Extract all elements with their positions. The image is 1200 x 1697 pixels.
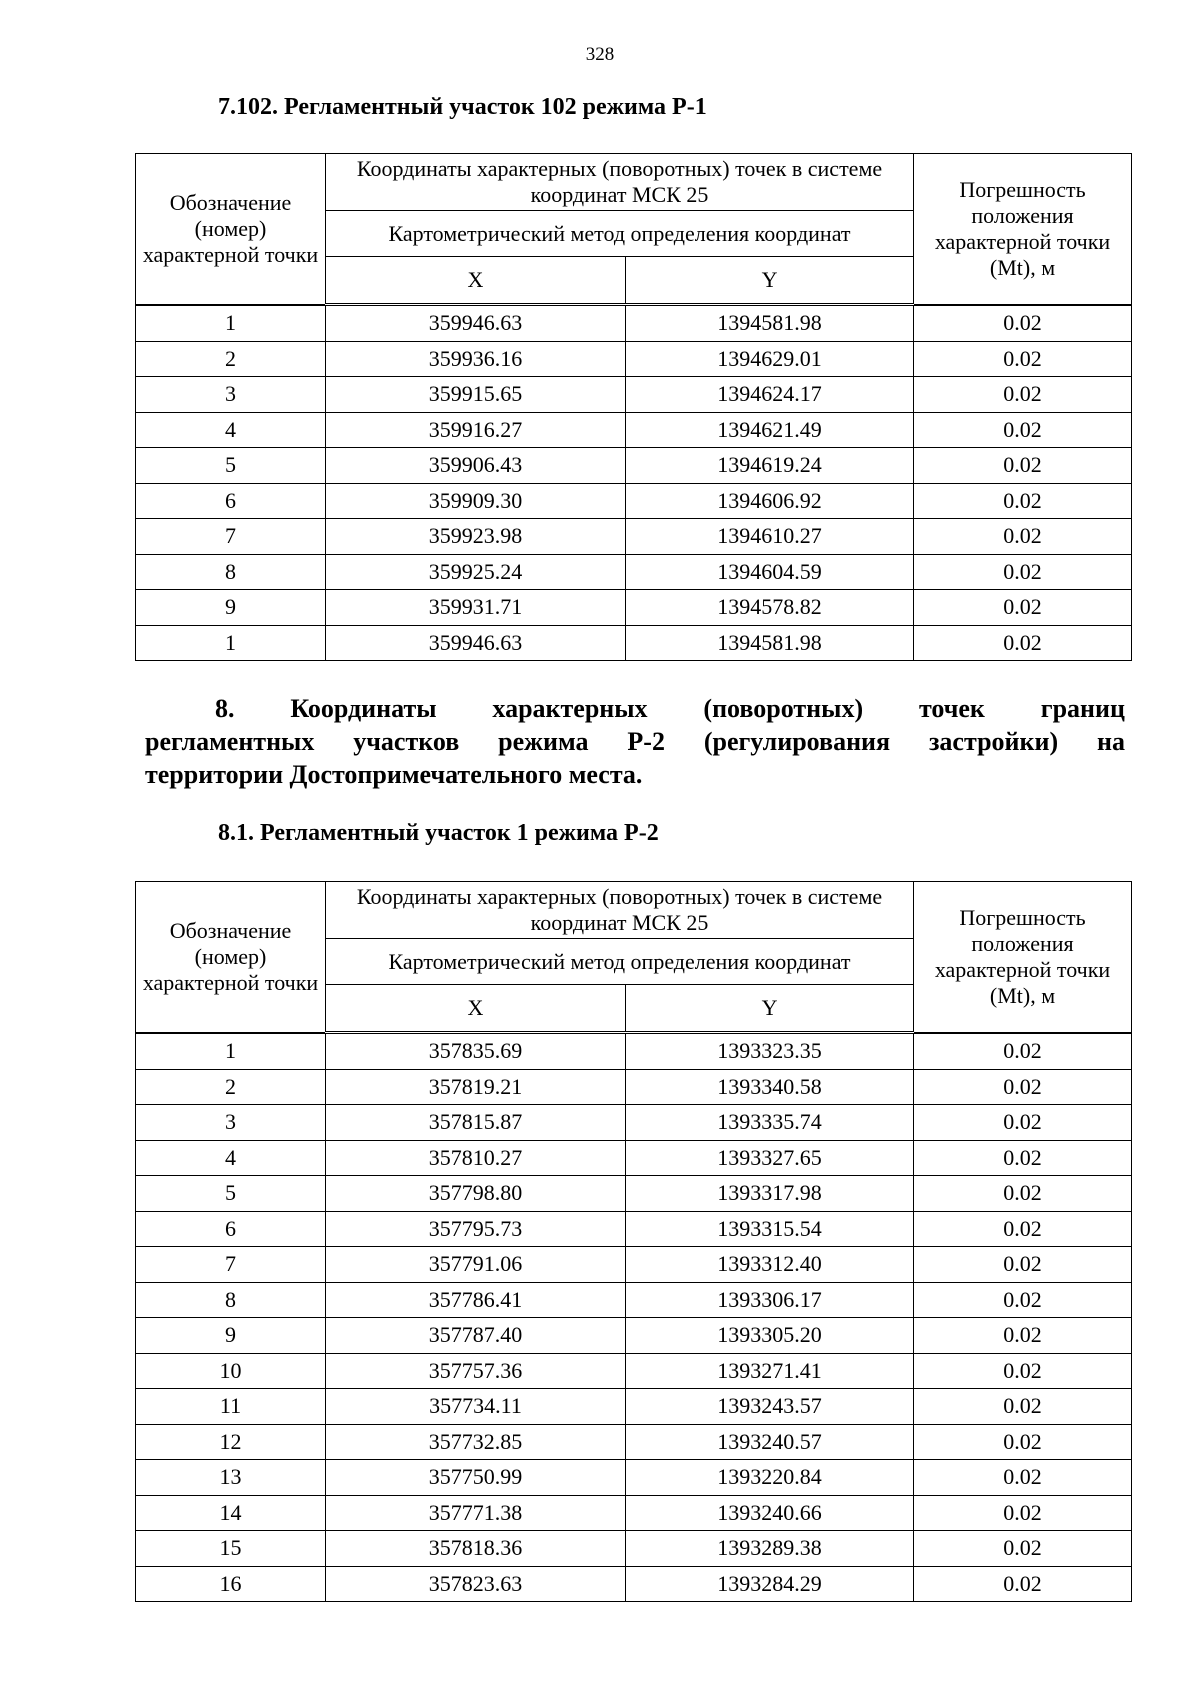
error-value-cell: 0.02 (914, 1424, 1132, 1460)
x-coordinate-cell: 357757.36 (326, 1353, 626, 1389)
error-value-cell: 0.02 (914, 412, 1132, 448)
error-value-cell: 0.02 (914, 1531, 1132, 1567)
header-x: X (326, 257, 626, 305)
table-row (136, 305, 1132, 342)
x-coordinate-cell: 359931.71 (326, 590, 626, 626)
header-x: X (326, 985, 626, 1033)
error-value-cell: 0.02 (914, 448, 1132, 484)
error-value-cell: 0.02 (914, 625, 1132, 661)
table-row (136, 1247, 1132, 1283)
x-coordinate-cell: 359906.43 (326, 448, 626, 484)
header-y: Y (626, 985, 914, 1033)
table-row (136, 1424, 1132, 1460)
x-coordinate-cell: 357787.40 (326, 1318, 626, 1354)
point-number-cell: 1 (136, 625, 326, 661)
y-coordinate-cell: 1394610.27 (626, 519, 914, 555)
y-coordinate-cell: 1393243.57 (626, 1389, 914, 1425)
point-number-cell: 3 (136, 377, 326, 413)
error-value-cell: 0.02 (914, 1211, 1132, 1247)
point-number-cell: 2 (136, 341, 326, 377)
y-coordinate-cell: 1393340.58 (626, 1069, 914, 1105)
table-row (136, 1069, 1132, 1105)
y-coordinate-cell: 1394624.17 (626, 377, 914, 413)
x-coordinate-cell: 359916.27 (326, 412, 626, 448)
x-coordinate-cell: 357795.73 (326, 1211, 626, 1247)
error-value-cell: 0.02 (914, 1247, 1132, 1283)
table-row (136, 1176, 1132, 1212)
error-value-cell: 0.02 (914, 554, 1132, 590)
y-coordinate-cell: 1394581.98 (626, 625, 914, 661)
point-number-cell: 1 (136, 1033, 326, 1070)
point-number-cell: 8 (136, 1282, 326, 1318)
x-coordinate-cell: 357791.06 (326, 1247, 626, 1283)
table-row (136, 519, 1132, 555)
section-7-102-title: 7.102. Регламентный участок 102 режима Р-1 (218, 94, 707, 120)
y-coordinate-cell: 1393306.17 (626, 1282, 914, 1318)
table-row (136, 1282, 1132, 1318)
header-position-error: Погрешность положения характерной точки (Mt), м (914, 882, 1132, 1033)
x-coordinate-cell: 357786.41 (326, 1282, 626, 1318)
error-value-cell: 0.02 (914, 1495, 1132, 1531)
x-coordinate-cell: 357732.85 (326, 1424, 626, 1460)
header-method: Картометрический метод определения координат (326, 211, 914, 257)
x-coordinate-cell: 359915.65 (326, 377, 626, 413)
y-coordinate-cell: 1394606.92 (626, 483, 914, 519)
x-coordinate-cell: 357734.11 (326, 1389, 626, 1425)
table-row (136, 1389, 1132, 1425)
x-coordinate-cell: 357819.21 (326, 1069, 626, 1105)
header-position-error: Погрешность положения характерной точки (Mt), м (914, 154, 1132, 305)
x-coordinate-cell: 359946.63 (326, 305, 626, 342)
error-value-cell: 0.02 (914, 1318, 1132, 1354)
section-8-line-1: 8. Координаты характерных (поворотных) точек границ (215, 694, 1125, 723)
error-value-cell: 0.02 (914, 1176, 1132, 1212)
table-row (136, 625, 1132, 661)
error-value-cell: 0.02 (914, 1389, 1132, 1425)
point-number-cell: 15 (136, 1531, 326, 1567)
point-number-cell: 10 (136, 1353, 326, 1389)
point-number-cell: 14 (136, 1495, 326, 1531)
table-row (136, 341, 1132, 377)
error-value-cell: 0.02 (914, 377, 1132, 413)
error-value-cell: 0.02 (914, 305, 1132, 342)
point-number-cell: 7 (136, 519, 326, 555)
header-method: Картометрический метод определения координат (326, 939, 914, 985)
point-number-cell: 8 (136, 554, 326, 590)
table-row (136, 448, 1132, 484)
point-number-cell: 2 (136, 1069, 326, 1105)
header-point-designation: Обозначение (номер) характерной точки (136, 882, 326, 1033)
point-number-cell: 9 (136, 590, 326, 626)
y-coordinate-cell: 1394604.59 (626, 554, 914, 590)
error-value-cell: 0.02 (914, 1460, 1132, 1496)
point-number-cell: 9 (136, 1318, 326, 1354)
table-row (136, 1566, 1132, 1602)
y-coordinate-cell: 1393317.98 (626, 1176, 914, 1212)
x-coordinate-cell: 357771.38 (326, 1495, 626, 1531)
point-number-cell: 6 (136, 483, 326, 519)
error-value-cell: 0.02 (914, 1069, 1132, 1105)
point-number-cell: 11 (136, 1389, 326, 1425)
table-row (136, 1353, 1132, 1389)
y-coordinate-cell: 1394581.98 (626, 305, 914, 342)
y-coordinate-cell: 1394629.01 (626, 341, 914, 377)
table-row (136, 1531, 1132, 1567)
y-coordinate-cell: 1393289.38 (626, 1531, 914, 1567)
point-number-cell: 4 (136, 412, 326, 448)
y-coordinate-cell: 1394619.24 (626, 448, 914, 484)
y-coordinate-cell: 1393240.66 (626, 1495, 914, 1531)
table-row (136, 483, 1132, 519)
page-number: 328 (585, 44, 615, 65)
x-coordinate-cell: 359909.30 (326, 483, 626, 519)
error-value-cell: 0.02 (914, 1566, 1132, 1602)
point-number-cell: 3 (136, 1105, 326, 1141)
y-coordinate-cell: 1393323.35 (626, 1033, 914, 1070)
error-value-cell: 0.02 (914, 1140, 1132, 1176)
table-row (136, 1033, 1132, 1070)
y-coordinate-cell: 1393305.20 (626, 1318, 914, 1354)
point-number-cell: 12 (136, 1424, 326, 1460)
section-8-line-2: регламентных участков режима Р-2 (регулирования застройки) на (145, 727, 1125, 756)
point-number-cell: 6 (136, 1211, 326, 1247)
y-coordinate-cell: 1393271.41 (626, 1353, 914, 1389)
y-coordinate-cell: 1393312.40 (626, 1247, 914, 1283)
table-row (136, 554, 1132, 590)
x-coordinate-cell: 357798.80 (326, 1176, 626, 1212)
x-coordinate-cell: 357835.69 (326, 1033, 626, 1070)
x-coordinate-cell: 359946.63 (326, 625, 626, 661)
point-number-cell: 13 (136, 1460, 326, 1496)
y-coordinate-cell: 1393284.29 (626, 1566, 914, 1602)
x-coordinate-cell: 359923.98 (326, 519, 626, 555)
y-coordinate-cell: 1394621.49 (626, 412, 914, 448)
header-coordinates-group: Координаты характерных (поворотных) точек в системе координат МСК 25 (326, 154, 914, 211)
table-row (136, 1211, 1132, 1247)
error-value-cell: 0.02 (914, 341, 1132, 377)
y-coordinate-cell: 1393335.74 (626, 1105, 914, 1141)
table-row (136, 1140, 1132, 1176)
coordinates-table-1 (135, 153, 1132, 661)
x-coordinate-cell: 359936.16 (326, 341, 626, 377)
table-row (136, 1105, 1132, 1141)
point-number-cell: 4 (136, 1140, 326, 1176)
x-coordinate-cell: 357810.27 (326, 1140, 626, 1176)
point-number-cell: 16 (136, 1566, 326, 1602)
header-y: Y (626, 257, 914, 305)
error-value-cell: 0.02 (914, 1282, 1132, 1318)
table-row (136, 1460, 1132, 1496)
point-number-cell: 7 (136, 1247, 326, 1283)
error-value-cell: 0.02 (914, 590, 1132, 626)
section-8-heading (145, 692, 1125, 791)
x-coordinate-cell: 359925.24 (326, 554, 626, 590)
table-row (136, 412, 1132, 448)
y-coordinate-cell: 1393220.84 (626, 1460, 914, 1496)
header-coordinates-group: Координаты характерных (поворотных) точек в системе координат МСК 25 (326, 882, 914, 939)
point-number-cell: 5 (136, 448, 326, 484)
table-row (136, 377, 1132, 413)
point-number-cell: 5 (136, 1176, 326, 1212)
y-coordinate-cell: 1393327.65 (626, 1140, 914, 1176)
section-8-1-title: 8.1. Регламентный участок 1 режима Р-2 (218, 820, 659, 846)
table-row (136, 1495, 1132, 1531)
error-value-cell: 0.02 (914, 483, 1132, 519)
table-row (136, 1318, 1132, 1354)
x-coordinate-cell: 357815.87 (326, 1105, 626, 1141)
header-point-designation: Обозначение (номер) характерной точки (136, 154, 326, 305)
coordinates-table-2 (135, 881, 1132, 1602)
x-coordinate-cell: 357823.63 (326, 1566, 626, 1602)
error-value-cell: 0.02 (914, 519, 1132, 555)
section-8-line-3: территории Достопримечательного места. (145, 760, 643, 789)
error-value-cell: 0.02 (914, 1105, 1132, 1141)
y-coordinate-cell: 1393315.54 (626, 1211, 914, 1247)
table-row (136, 590, 1132, 626)
x-coordinate-cell: 357750.99 (326, 1460, 626, 1496)
point-number-cell: 1 (136, 305, 326, 342)
y-coordinate-cell: 1393240.57 (626, 1424, 914, 1460)
y-coordinate-cell: 1394578.82 (626, 590, 914, 626)
error-value-cell: 0.02 (914, 1033, 1132, 1070)
x-coordinate-cell: 357818.36 (326, 1531, 626, 1567)
error-value-cell: 0.02 (914, 1353, 1132, 1389)
